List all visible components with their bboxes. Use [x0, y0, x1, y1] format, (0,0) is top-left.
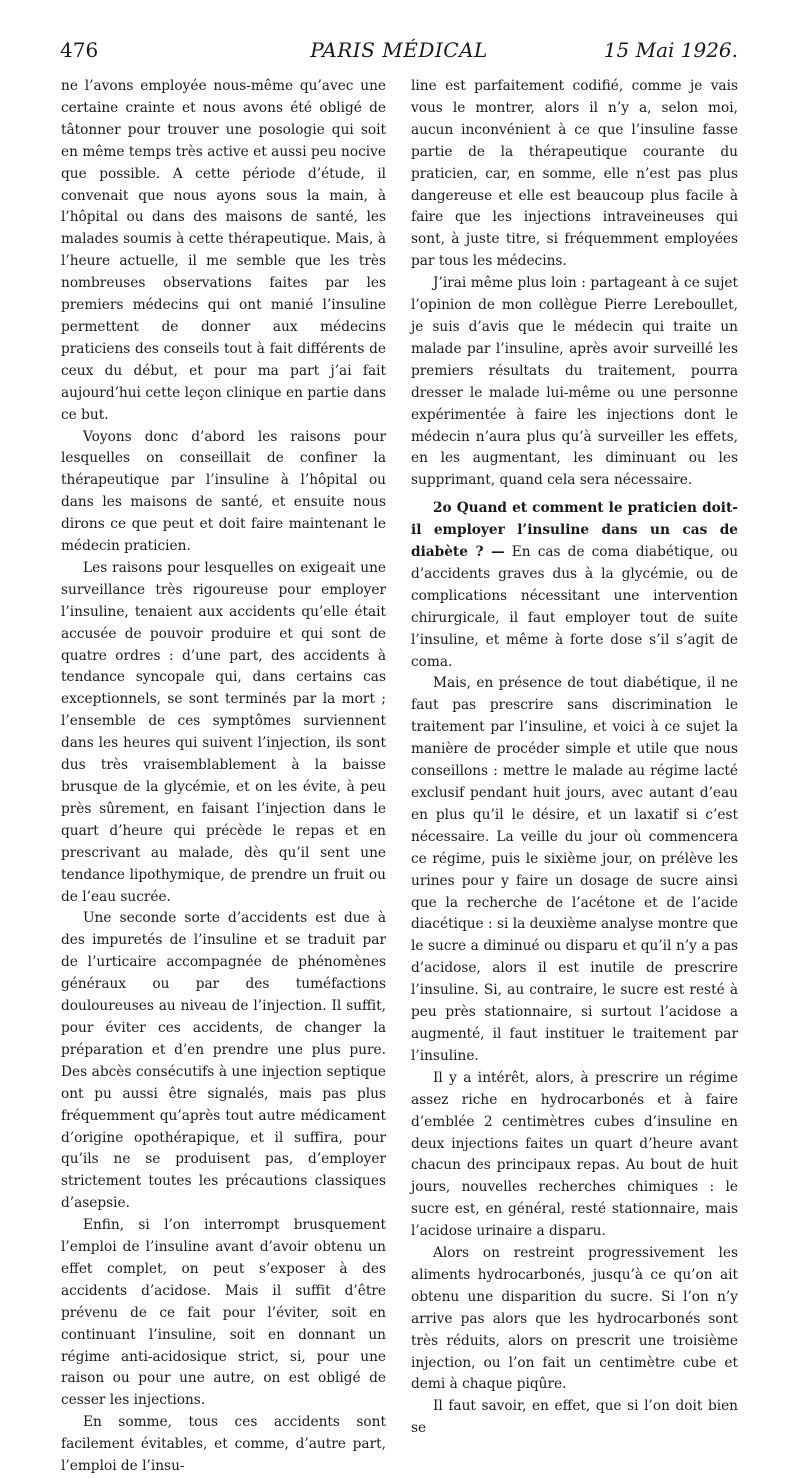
paragraph: Enfin, si l’on interrompt brusquement l’emploi de l’insuline avant d’avoir obtenu un effet complet, on peut s’exposer à des accidents d’acidose. Mais il suffit d’être prévenu de ce fait pour l’éviter, soit en continuant l’insuline, soit en donnant un régime anti-acidosique strict, si, pour une raison ou pour une autre, on est obligé de cesser les injections.	[61, 1217, 386, 1409]
paragraph: Voyons donc d’abord les raisons pour lesquelles on conseillait de confiner la thérapeutique par l’insuline à l’hôpital ou dans les maisons de santé, et ensuite nous dirons ce que peut et doit faire maintenant le médecin praticien.	[61, 428, 386, 555]
journal-title: PARIS MÉDICAL	[310, 38, 488, 62]
paragraph: ne l’avons employée nous-même qu’avec une certaine crainte et nous avons été obligé de tâtonner pour trouver une posologie qui soit en même temps très active et aussi peu nocive que possible. A cette période d’étude, il convenait que nous ayons sous la main, à l’hôpital ou dans des maisons de santé, les malades soumis à cette thérapeutique. Mais, à l’heure actuelle, il me semble que les très nombreuses observations faites par les premiers médecins qui ont manié l’insuline permettent de donner aux médecins praticiens des conseils tout à fait différents de ceux du début, et pour ma part j’ai fait aujourd’hui cette leçon clinique en partie dans ce but.	[61, 78, 386, 423]
left-column	[61, 76, 386, 1478]
running-header	[60, 38, 738, 70]
right-column	[411, 76, 738, 1440]
paragraph: Il y a intérêt, alors, à prescrire un régime assez riche en hydrocarbonés et à faire d’emblée 2 centimètres cubes d’insuline en deux injections faites un quart d’heure avant chacun des principaux repas. Au bout de huit jours, nouvelles recherches chimiques : le sucre est, en général, resté stationnaire, mais l’acidose urinaire a disparu.	[411, 1069, 738, 1240]
section-heading: 2o Quand et comment le praticien doit-il employer l’insuline dans un cas de diabète ? —	[411, 500, 738, 561]
issue-date: 15 Mai 1926.	[603, 38, 738, 62]
paragraph: Alors on restreint progressivement les aliments hydrocarbonés, jusqu’à ce qu’on ait obtenu une disparition du sucre. Si l’on n’y arrive pas alors que les hydrocarbonés sont très réduits, alors on prescrit une troisième injection, ou l’on fait un centimètre cube et demi à chaque piqûre.	[411, 1245, 738, 1393]
paragraph: J’irai même plus loin : partageant à ce sujet l’opinion de mon collègue Pierre Lereboullet, je suis d’avis que le médecin qui traite un malade par l’insuline, après avoir surveillé les premiers résultats du traitement, pourra dresser le malade lui-même ou une personne expérimentée à faire les injections dont le médecin n’aura plus qu’à surveiller les effets, en les augmentant, les diminuant ou les supprimant, quand cela sera nécessaire.	[411, 275, 738, 489]
page-number: 476	[60, 38, 99, 62]
paragraph: Mais, en présence de tout diabétique, il ne faut pas prescrire sans discrimination le traitement par l’insuline, et voici à ce sujet la manière de procéder simple et utile que nous conseillons : mettre le malade au régime lacté exclusif pendant huit jours, avec autant d’eau en plus qu’il le désire, et un laxatif si c’est nécessaire. La veille du jour où commencera ce régime, puis le sixième jour, on prélève les urines pour y faire un dosage de sucre ainsi que la recherche de l’acétone et de l’acide diacétique : si la deuxième analyse montre que le sucre a diminué ou disparu et qu’il n’y a pas d’acidose, alors il est inutile de prescrire l’insuline. Si, au contraire, le sucre est resté à peu près stationnaire, si surtout l’acidose a augmenté, il faut instituer le traitement par l’insuline.	[411, 675, 738, 1064]
section-body: En cas de coma diabétique, ou d’accidents graves dus à la glycémie, ou de complications nécessitant une intervention chirurgicale, il faut employer tout de suite l’insuline, et même à forte dose s’il s’agit de coma.	[411, 544, 739, 670]
paragraph: En somme, tous ces accidents sont facilement évitables, et comme, d’autre part, l’emploi de l’insu-	[61, 1414, 386, 1475]
section-paragraph	[411, 498, 738, 673]
paragraph: Une seconde sorte d’accidents est due à des impuretés de l’insuline et se traduit par de l’urticaire accompagnée de phénomènes généraux ou par des tuméfactions douloureuses au niveau de l’injection. Il suffit, pour éviter ces accidents, de changer la préparation et d’en prendre une plus pure. Des abcès consécutifs à une injection septique ont pu aussi être signalés, mais pas plus fréquemment qu’après tout autre médicament d’origine opothérapique, et il suffira, pour qu’ils ne se produisent pas, d’employer strictement toutes les précautions classiques d’asepsie.	[61, 910, 386, 1212]
paragraph: Il faut savoir, en effet, que si l’on doit bien se	[411, 1398, 738, 1437]
paragraph: line est parfaitement codifié, comme je vais vous le montrer, alors il n’y a, selon moi, aucun inconvénient à ce que l’insuline fasse partie de la thérapeutique courante du praticien, car, en somme, elle n’est pas plus dangereuse et elle est beaucoup plus facile à faire que les injections intraveineuses qui sont, à juste titre, si fréquemment employées par tous les médecins.	[411, 78, 738, 270]
paragraph: Les raisons pour lesquelles on exigeait une surveillance très rigoureuse pour employer l’insuline, tenaient aux accidents qu’elle était accusée de pouvoir produire et qui sont de quatre ordres : d’une part, des accidents à tendance syncopale qui, dans certains cas exceptionnels, se sont terminés par la mort ; l’ensemble de ces symptômes surviennent dans les heures qui suivent l’injection, ils sont dus très vraisemblablement à la baisse brusque de la glycémie, et on les évite, à peu près sûrement, en faisant l’injection dans le quart d’heure qui précède le repas et en prescrivant au malade, dès qu’il sent une tendance lipothymique, de prendre un fruit ou de l’eau sucrée.	[61, 559, 386, 905]
